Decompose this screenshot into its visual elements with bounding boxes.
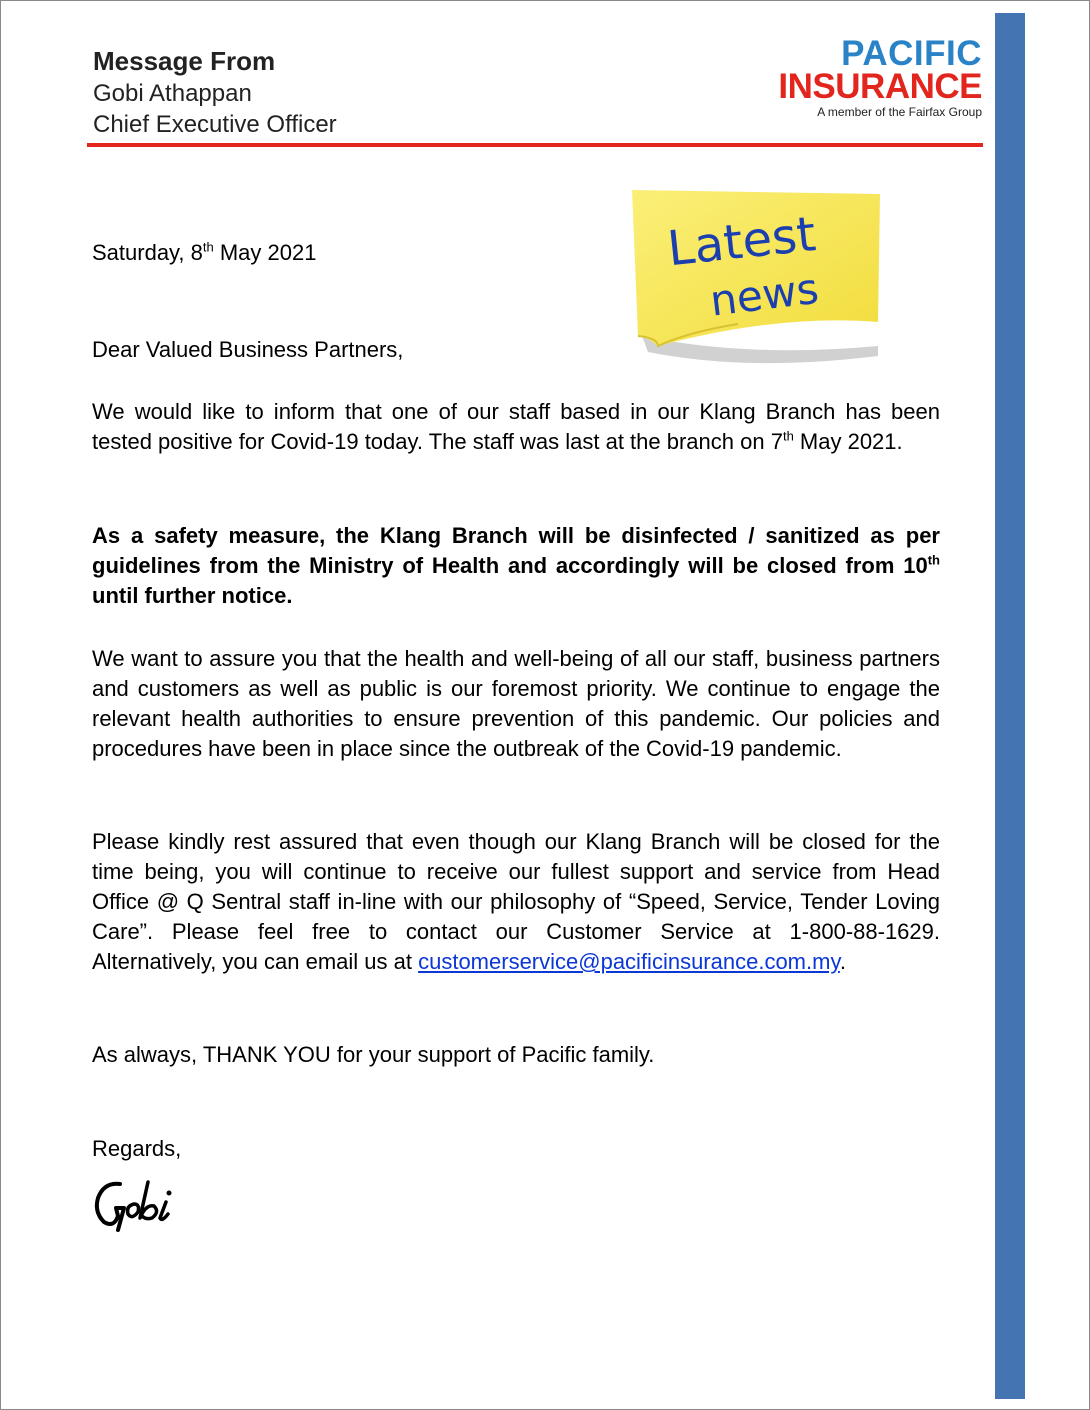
letter-date: [92, 238, 940, 268]
handwritten-signature: [90, 1172, 190, 1234]
paragraph-2-text: As a safety measure, the Klang Branch will be disinfected / sanitized as per guidelines from the Ministry of Health and accordingly will be closed from 10: [92, 523, 940, 578]
sender-title: Chief Executive Officer: [93, 111, 337, 138]
paragraph-2-closure-notice: [92, 521, 940, 611]
paragraph-3: We want to assure you that the health and well-being of all our staff, business partners and customers as well as public is our foremost priority. We continue to engage the relevant health authorities to ensure prevention of this pandemic. Our policies and procedures have been in place since the outbreak of the Covid-19 pandemic.: [92, 646, 940, 761]
sticky-text-latest: Latest: [664, 206, 819, 278]
customer-service-email-link[interactable]: customerservice@pacificinsurance.com.my: [418, 949, 840, 974]
letter-closing: Regards,: [92, 1136, 182, 1161]
header-divider: [87, 143, 983, 147]
date-suffix: May 2021: [213, 240, 317, 265]
paragraph-1: [92, 397, 940, 457]
letter-header: [93, 44, 337, 140]
logo-word-pacific: PACIFIC: [841, 34, 982, 73]
paragraph-4-end: .: [839, 949, 846, 974]
sender-name: Gobi Athappan: [93, 80, 252, 107]
paragraph-2-end: until further notice.: [92, 583, 293, 608]
sticky-text-news: news: [707, 263, 822, 326]
paragraph-2-ordinal: th: [927, 552, 940, 568]
side-accent-bar: [995, 13, 1025, 1399]
letter-salutation: Dear Valued Business Partners,: [92, 337, 404, 362]
date-ordinal: th: [202, 239, 214, 255]
paragraph-1-ordinal: th: [782, 428, 794, 444]
logo-word-insurance: INSURANCE: [778, 67, 982, 106]
company-logo: [762, 34, 982, 120]
paragraph-1-end: May 2021.: [793, 429, 903, 454]
header-label: Message From: [93, 46, 276, 76]
paragraph-5: As always, THANK YOU for your support of Pacific family.: [92, 1042, 655, 1067]
logo-tagline: A member of the Fairfax Group: [817, 105, 982, 119]
date-prefix: Saturday, 8: [92, 240, 203, 265]
paragraph-4-text: Please kindly rest assured that even though our Klang Branch will be closed for the time being, you will continue to receive our fullest support and service from Head Office @ Q Sentral staff in-line with our philosophy of “Speed, Service, Tender Loving Care”. Please feel free to contact our Customer Service at 1-800-88-1629. Alternatively, you can email us at: [92, 829, 940, 974]
paragraph-1-text: We would like to inform that one of our staff based in our Klang Branch has been tested positive for Covid-19 today. The staff was last at the branch on 7: [92, 399, 940, 454]
paragraph-4: [92, 827, 940, 977]
